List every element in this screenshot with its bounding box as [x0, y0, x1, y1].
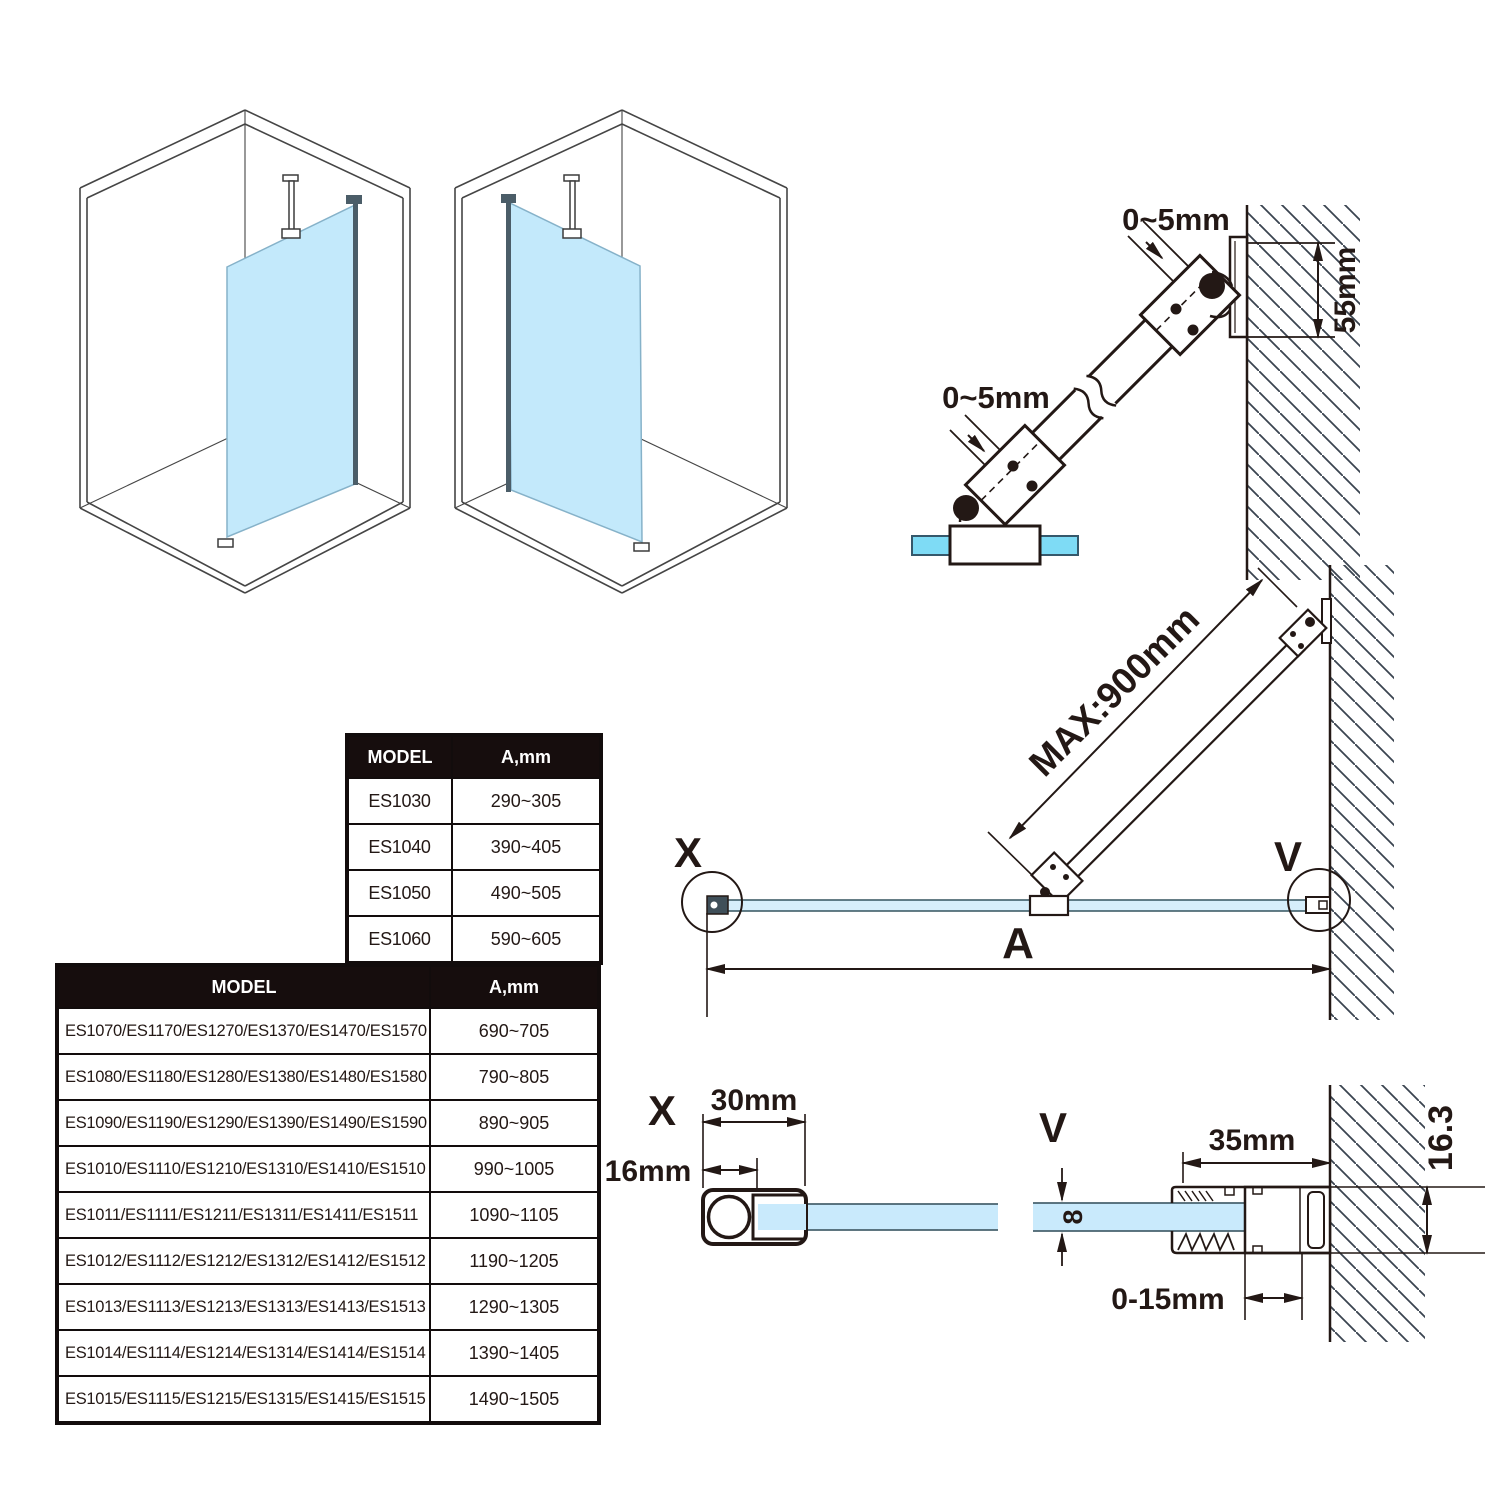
model-cell: ES1030	[347, 778, 452, 824]
gap-bottom-label: 0~5mm	[942, 380, 1050, 415]
glass-edge-left	[912, 536, 950, 555]
glass-edge-right	[1040, 536, 1078, 555]
max-length-label: MAX:900mm	[1021, 598, 1208, 785]
a-mm-cell: 690~705	[430, 1008, 599, 1054]
table-row	[57, 1008, 599, 1054]
end-profile	[703, 1190, 806, 1244]
gap-top-label: 0~5mm	[1122, 202, 1230, 237]
table-header-row	[347, 735, 601, 778]
pivot-knob	[953, 495, 979, 521]
model-table-large	[55, 963, 601, 1425]
table-row	[57, 1330, 599, 1376]
dim-0-15mm	[1111, 1253, 1302, 1320]
model-cell: ES1014/ES1114/ES1214/ES1314/ES1414/ES1514	[57, 1330, 430, 1376]
dim-a-label: A	[1002, 919, 1034, 968]
a-mm-cell: 1090~1105	[430, 1192, 599, 1238]
a-mm-cell: 590~605	[452, 916, 601, 963]
grip-serration	[1178, 1191, 1213, 1201]
section-x-label: X	[647, 1087, 677, 1134]
dim-glass-8	[1058, 1168, 1088, 1266]
plan-view	[620, 555, 1500, 1025]
table-row	[347, 870, 601, 916]
glass-clamp	[1030, 896, 1068, 915]
dim-8-label: 8	[1058, 1209, 1088, 1225]
header-model: MODEL	[347, 735, 452, 778]
dim-max-900	[988, 568, 1297, 878]
dim-55mm-label: 55mm	[1329, 246, 1362, 334]
support-bar	[1064, 639, 1304, 879]
table-row	[57, 1146, 599, 1192]
model-cell: ES1050	[347, 870, 452, 916]
a-mm-cell: 290~305	[452, 778, 601, 824]
dim-16mm-label: 16mm	[604, 1155, 692, 1188]
dim-35mm	[1183, 1124, 1330, 1183]
model-cell: ES1080/ES1180/ES1280/ES1380/ES1480/ES1580	[57, 1054, 430, 1100]
wall-hatch	[1330, 1085, 1425, 1342]
ceiling-support-rod	[563, 175, 581, 238]
wall-profile-bar	[353, 203, 358, 485]
dim-16-3-label: 16.3	[1422, 1104, 1460, 1172]
floor-foot	[218, 539, 233, 547]
model-cell: ES1040	[347, 824, 452, 870]
model-cell: ES1070/ES1170/ES1270/ES1370/ES1470/ES1570	[57, 1008, 430, 1054]
section-v-callout-label: V	[1273, 833, 1303, 880]
wall-profile-bar	[506, 200, 511, 492]
glass-panel	[227, 195, 362, 537]
table-row	[347, 916, 601, 963]
glass-panel-top-view	[707, 896, 1330, 914]
dim-35mm-label: 35mm	[1208, 1124, 1296, 1157]
dim-a	[707, 913, 1330, 1017]
table-row	[57, 1238, 599, 1284]
table-row	[347, 824, 601, 870]
section-x-callout-label: X	[673, 829, 703, 876]
a-mm-cell: 1290~1305	[430, 1284, 599, 1330]
dim-0-15mm-label: 0-15mm	[1111, 1283, 1225, 1316]
a-mm-cell: 1390~1405	[430, 1330, 599, 1376]
model-cell: ES1012/ES1112/ES1212/ES1312/ES1412/ES1512	[57, 1238, 430, 1284]
floor-foot	[634, 543, 649, 551]
model-cell: ES1060	[347, 916, 452, 963]
table-row	[57, 1376, 599, 1423]
ceiling-support-rod	[282, 175, 300, 238]
support-bar-bracket-detail	[860, 140, 1420, 610]
model-cell: ES1015/ES1115/ES1215/ES1315/ES1415/ES1515	[57, 1376, 430, 1423]
table-row	[347, 778, 601, 824]
a-mm-cell: 390~405	[452, 824, 601, 870]
header-a-mm: A,mm	[452, 735, 601, 778]
wall-hatch	[1330, 565, 1394, 1020]
a-mm-cell: 1190~1205	[430, 1238, 599, 1284]
a-mm-cell: 890~905	[430, 1100, 599, 1146]
wall-bracket	[346, 195, 362, 204]
section-v-detail	[1020, 1080, 1500, 1410]
table-row	[57, 1054, 599, 1100]
header-model: MODEL	[57, 965, 430, 1008]
isometric-shower-left	[60, 90, 460, 730]
round-tube	[709, 1197, 750, 1238]
model-cell: ES1010/ES1110/ES1210/ES1310/ES1410/ES1510	[57, 1146, 430, 1192]
dim-30mm	[703, 1084, 805, 1188]
glass-panel	[501, 194, 642, 542]
table-row	[57, 1192, 599, 1238]
a-mm-cell: 990~1005	[430, 1146, 599, 1192]
a-mm-cell: 490~505	[452, 870, 601, 916]
section-v-label: V	[1038, 1104, 1068, 1151]
model-cell: ES1013/ES1113/ES1213/ES1313/ES1413/ES1513	[57, 1284, 430, 1330]
pivot-knob	[1199, 273, 1225, 299]
table-header-row	[57, 965, 599, 1008]
wall-bracket	[501, 194, 516, 203]
model-cell: ES1011/ES1111/ES1211/ES1311/ES1411/ES1511	[57, 1192, 430, 1238]
model-table-small	[345, 733, 603, 965]
dim-30mm-label: 30mm	[710, 1084, 798, 1117]
table-row	[57, 1284, 599, 1330]
a-mm-cell: 790~805	[430, 1054, 599, 1100]
a-mm-cell: 1490~1505	[430, 1376, 599, 1423]
table-row	[57, 1100, 599, 1146]
model-cell: ES1090/ES1190/ES1290/ES1390/ES1490/ES1590	[57, 1100, 430, 1146]
spring-teeth	[1178, 1234, 1234, 1250]
header-a-mm: A,mm	[430, 965, 599, 1008]
